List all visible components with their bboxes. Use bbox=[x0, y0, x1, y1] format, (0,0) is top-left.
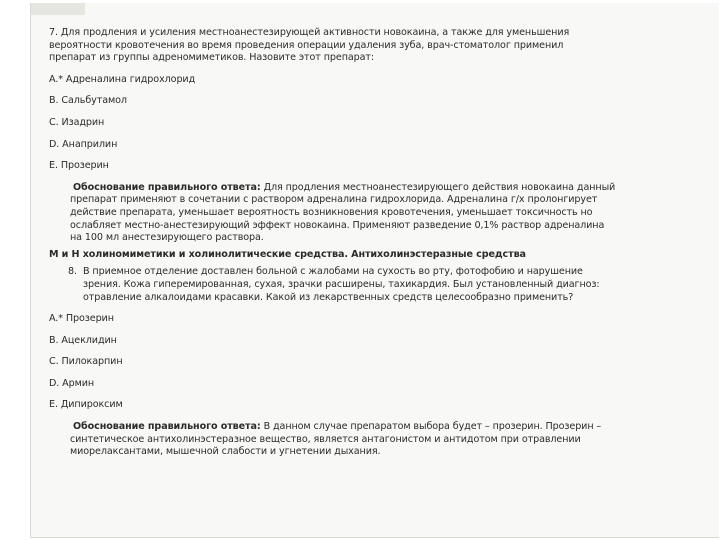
question-7-option-d: D. Анаприлин bbox=[49, 138, 118, 150]
question-7-option-b: B. Сальбутамол bbox=[49, 95, 127, 107]
explanation-text: В данном случае препаратом выбора будет – прозерин. Прозерин – bbox=[260, 421, 602, 433]
question-8-explanation-line-2: синтетическое антихолинэстеразное вещество, является антагонистом и антидотом при отравлении bbox=[70, 433, 581, 445]
question-7-explanation-line-4: ослабляет местно-анестезирующий эффект новокаина. Применяют разведение 0,1% раствор адреналина bbox=[70, 219, 605, 231]
question-7-line-1: 7. Для продления и усиления местноанестезирующей активности новокаина, а также для уменьшения bbox=[49, 27, 570, 38]
question-8-explanation bbox=[49, 421, 685, 459]
question-8-line-1-text: В приемное отделение доставлен больной с жалобами на сухость во рту, фотофобию и нарушение bbox=[83, 266, 583, 278]
question-7-explanation bbox=[49, 182, 685, 245]
question-7-explanation-line-5: на 100 мл анестезирующего раствора. bbox=[70, 232, 264, 244]
question-7-explanation-line-1 bbox=[70, 182, 685, 195]
question-7-explanation-line-2: препарат применяют в сочетании с раствором адреналина гидрохлорида. Адреналина г/х пролонгирует bbox=[70, 194, 598, 206]
question-8-line-1 bbox=[68, 266, 685, 279]
question-7-explanation-line-3: действие препарата, уменьшает вероятность возникновения кровотечения, уменьшает токсичность но bbox=[70, 206, 593, 218]
question-8-option-d: D. Армин bbox=[49, 377, 95, 389]
question-8-option-b: B. Ацеклидин bbox=[49, 334, 117, 346]
question-7-line-3: препарат из группы адреномиметиков. Назовите этот препарат: bbox=[49, 52, 375, 64]
question-7-line-2: вероятности кровотечения во время проведения операции удаления зуба, врач-стоматолог применил bbox=[49, 39, 564, 51]
question-8-option-e: E. Дипироксим bbox=[49, 399, 123, 411]
slide-corner-decoration bbox=[31, 3, 85, 15]
question-8-explanation-line-1 bbox=[70, 421, 685, 434]
section-title: М и Н холиномиметики и холинолитические средства. Антихолинэстеразные средства bbox=[49, 248, 526, 260]
question-8 bbox=[49, 266, 685, 304]
explanation-label: Обоснование правильного ответа: bbox=[73, 421, 261, 433]
question-8-line-3: отравление алкалоидами красавки. Какой из лекарственных средств целесообразно применить? bbox=[83, 291, 574, 303]
question-8-option-a: A.* Прозерин bbox=[49, 313, 114, 325]
explanation-label: Обоснование правильного ответа: bbox=[73, 181, 261, 193]
question-8-explanation-line-3: миорелаксантами, мышечной слабости и угнетении дыхания. bbox=[70, 446, 381, 458]
question-8-option-c: C. Пилокарпин bbox=[49, 356, 123, 368]
slide-content bbox=[49, 27, 685, 459]
question-7-option-a: A.* Адреналина гидрохлорид bbox=[49, 73, 196, 85]
question-7-option-c: C. Изадрин bbox=[49, 116, 105, 128]
explanation-text: Для продления местноанестезирующего действия новокаина данный bbox=[260, 181, 616, 193]
question-8-number: 8. bbox=[68, 266, 77, 278]
question-8-line-2: зрения. Кожа гиперемированная, сухая, зрачки расширены, тахикардия. Был установленный диагноз: bbox=[83, 278, 600, 290]
question-7-option-e: E. Прозерин bbox=[49, 160, 109, 172]
question-7 bbox=[49, 27, 685, 65]
